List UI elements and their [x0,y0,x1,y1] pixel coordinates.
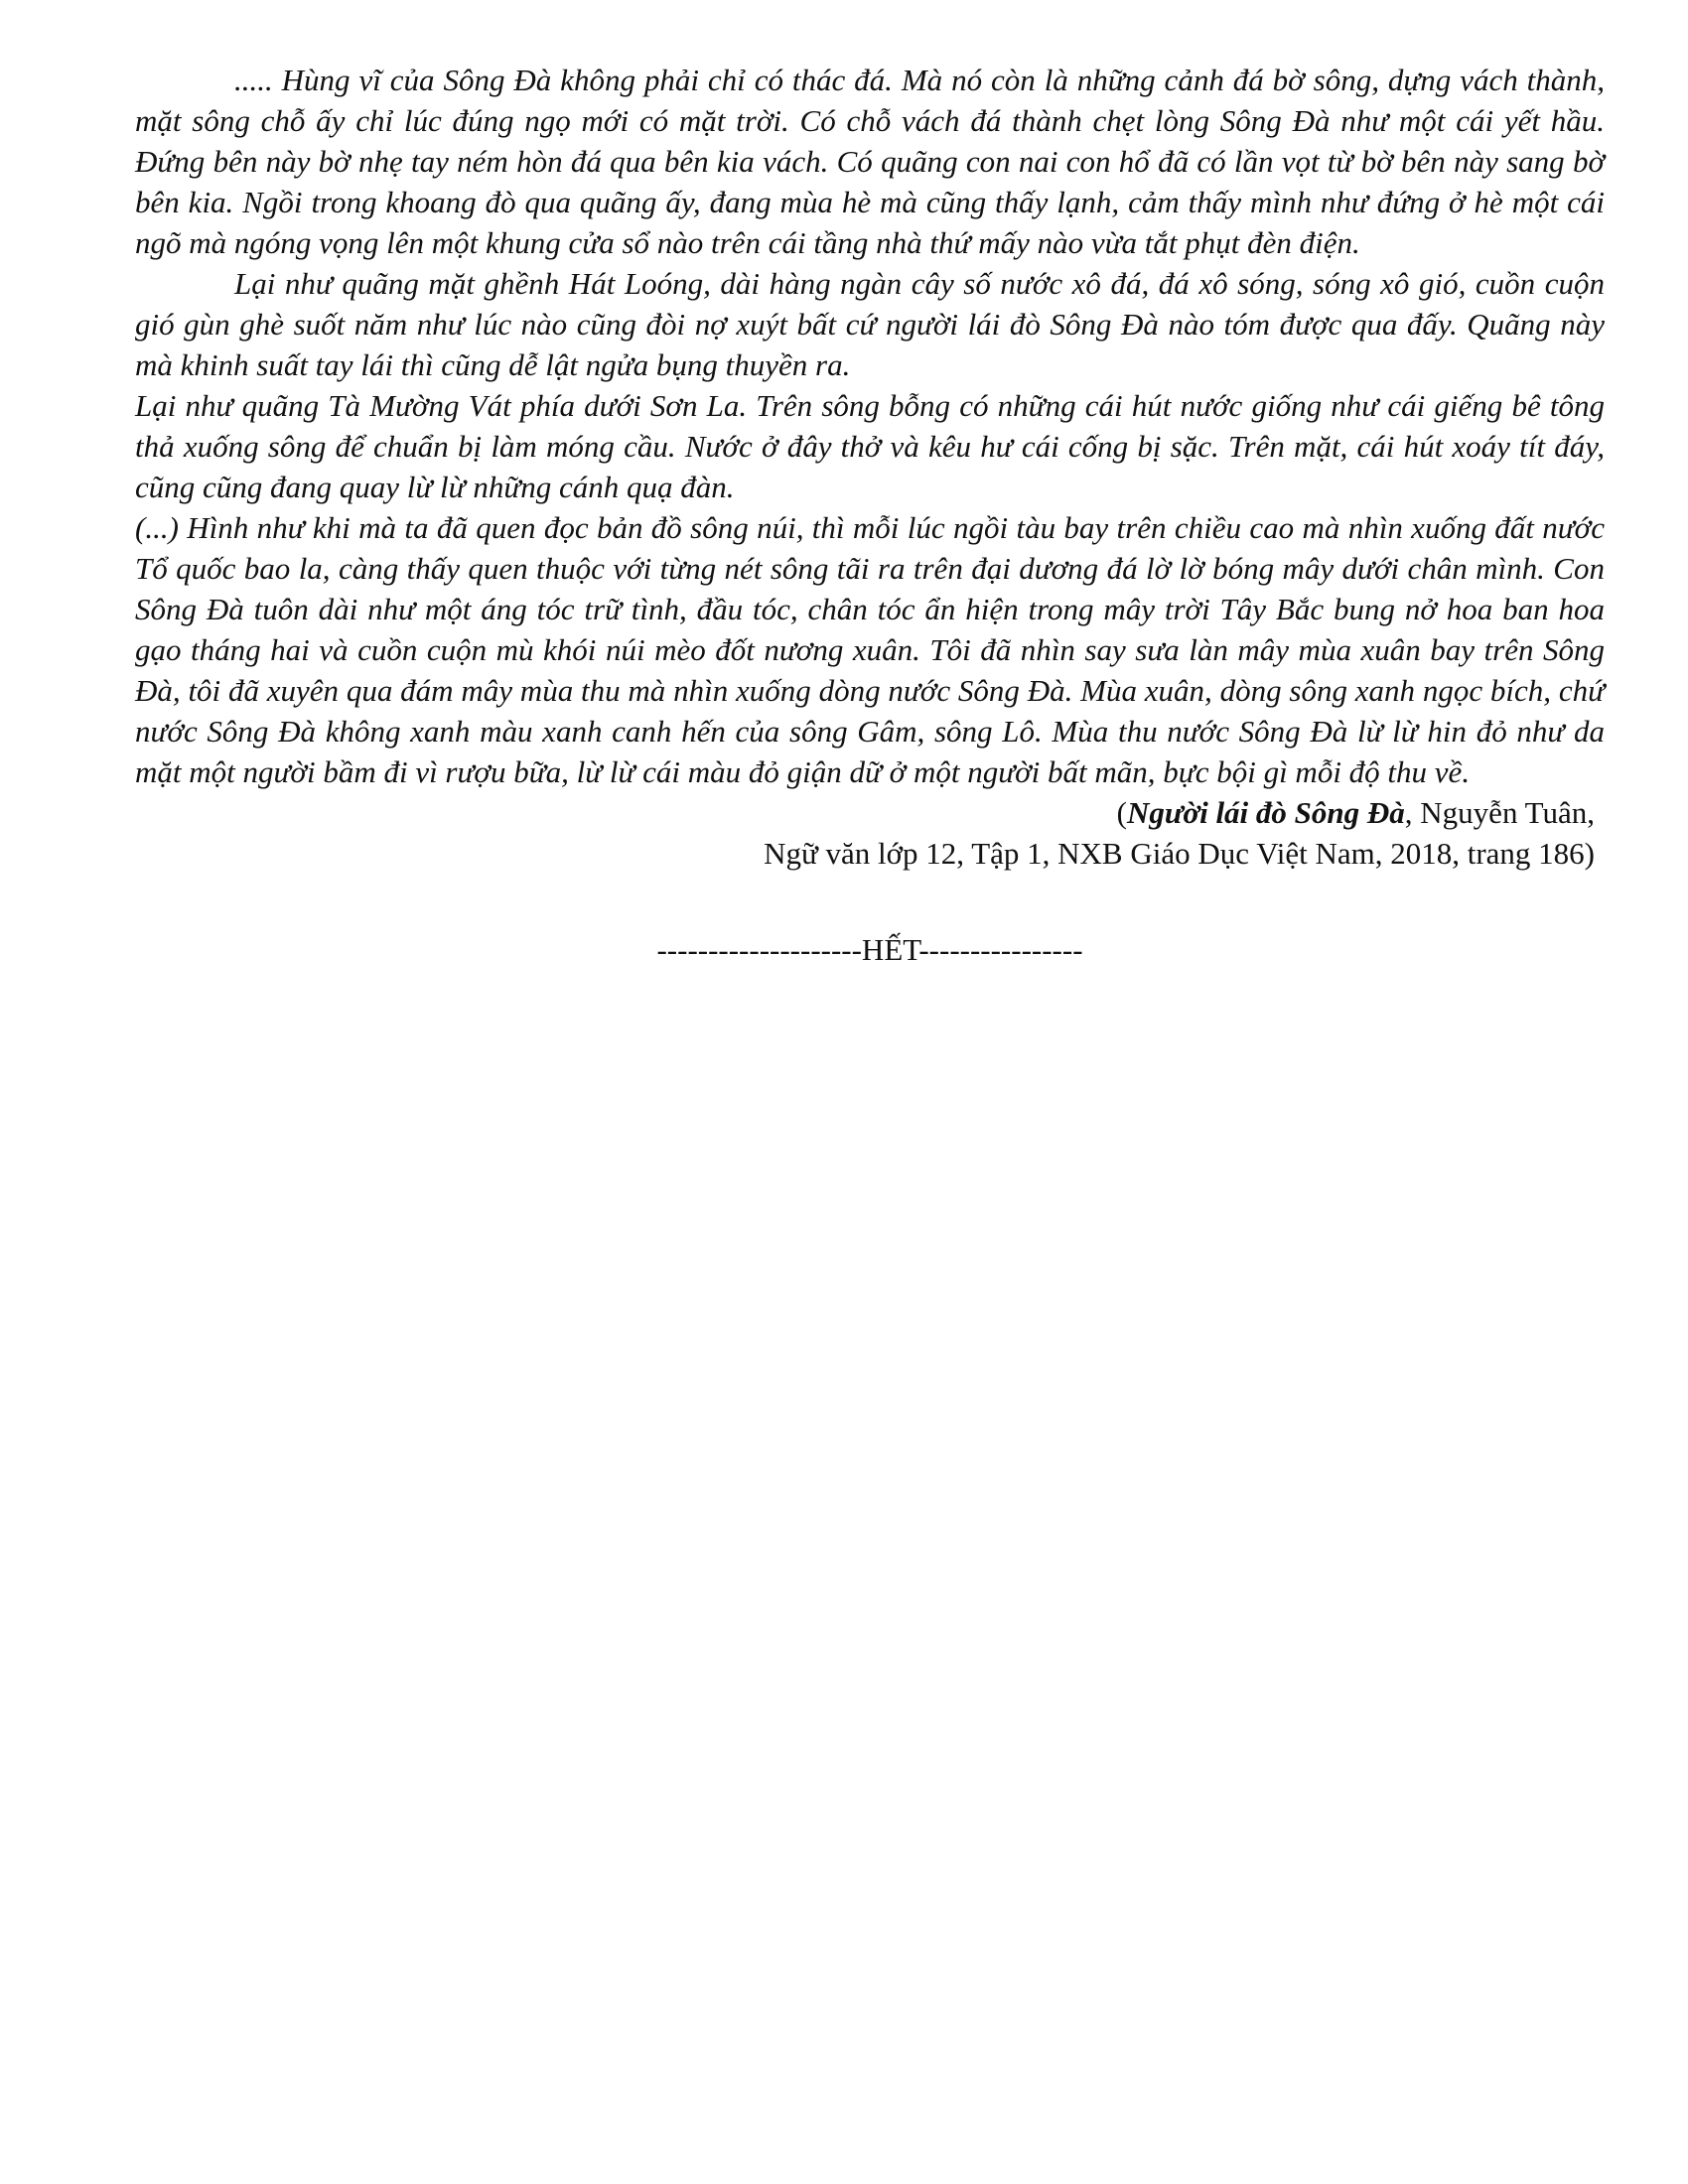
paragraph-3: Lại như quãng Tà Mường Vát phía dưới Sơn La. Trên sông bỗng có những cái hút nước giống như cái giếng bê tông thả xuống sông để chuẩn bị làm móng cầu. Nước ở đây thở và kêu hư cái cống bị sặc. Trên mặt, cái hút xoáy tít đáy, cũng cũng đang quay lừ lừ những cánh quạ đàn. [135,388,1605,504]
author-name: , Nguyễn Tuân, [1404,795,1595,830]
end-marker: --------------------HẾT---------------- [656,932,1083,967]
source-citation-line-1 [135,792,1605,833]
paragraph-4: (...) Hình như khi mà ta đã quen đọc bản đồ sông núi, thì mỗi lúc ngồi tàu bay trên chiều cao mà nhìn xuống đất nước Tổ quốc bao la, càng thấy quen thuộc với từng nét sông tãi ra trên đại dương đá lờ lờ bóng mây dưới chân mình. Con Sông Đà tuôn dài như một áng tóc trữ tình, đầu tóc, chân tóc ẩn hiện trong mây trời Tây Bắc bung nở hoa ban hoa gạo tháng hai và cuồn cuộn mù khói núi mèo đốt nương xuân. Tôi đã nhìn say sưa làn mây mùa xuân bay trên Sông Đà, tôi đã xuyên qua đám mây mùa thu mà nhìn xuống dòng nước Sông Đà. Mùa xuân, dòng sông xanh ngọc bích, chứ nước Sông Đà không xanh màu xanh canh hến của sông Gâm, sông Lô. Mùa thu nước Sông Đà lừ lừ hin đỏ như da mặt một người bầm đi vì rượu bữa, lừ lừ cái màu đỏ giận dữ ở một người bất mãn, bực bội gì mỗi độ thu về. [135,510,1605,789]
document-page [135,60,1605,970]
paragraph-1: ..... Hùng vĩ của Sông Đà không phải chỉ có thác đá. Mà nó còn là những cảnh đá bờ sông, dựng vách thành, mặt sông chỗ ấy chỉ lúc đúng ngọ mới có mặt trời. Có chỗ vách đá thành chẹt lòng Sông Đà như một cái yết hầu. Đứng bên này bờ nhẹ tay ném hòn đá qua bên kia vách. Có quãng con nai con hổ đã có lần vọt từ bờ bên này sang bờ bên kia. Ngồi trong khoang đò qua quãng ấy, đang mùa hè mà cũng thấy lạnh, cảm thấy mình như đứng ở hè một cái ngõ mà ngóng vọng lên một khung cửa sổ nào trên cái tầng nhà thứ mấy nào vừa tắt phụt đèn điện. [135,63,1605,260]
paragraph-2: Lại như quãng mặt ghềnh Hát Loóng, dài hàng ngàn cây số nước xô đá, đá xô sóng, sóng xô gió, cuồn cuộn gió gùn ghè suốt năm như lúc nào cũng đòi nợ xuýt bất cứ người lái đò Sông Đà nào tóm được qua đấy. Quãng này mà khinh suất tay lái thì cũng dễ lật ngửa bụng thuyền ra. [135,266,1605,382]
source-citation-line-2: Ngữ văn lớp 12, Tập 1, NXB Giáo Dục Việt Nam, 2018, trang 186) [764,836,1595,871]
citation-open-paren: ( [1116,795,1127,830]
work-title: Người lái đò Sông Đà [1126,795,1405,830]
